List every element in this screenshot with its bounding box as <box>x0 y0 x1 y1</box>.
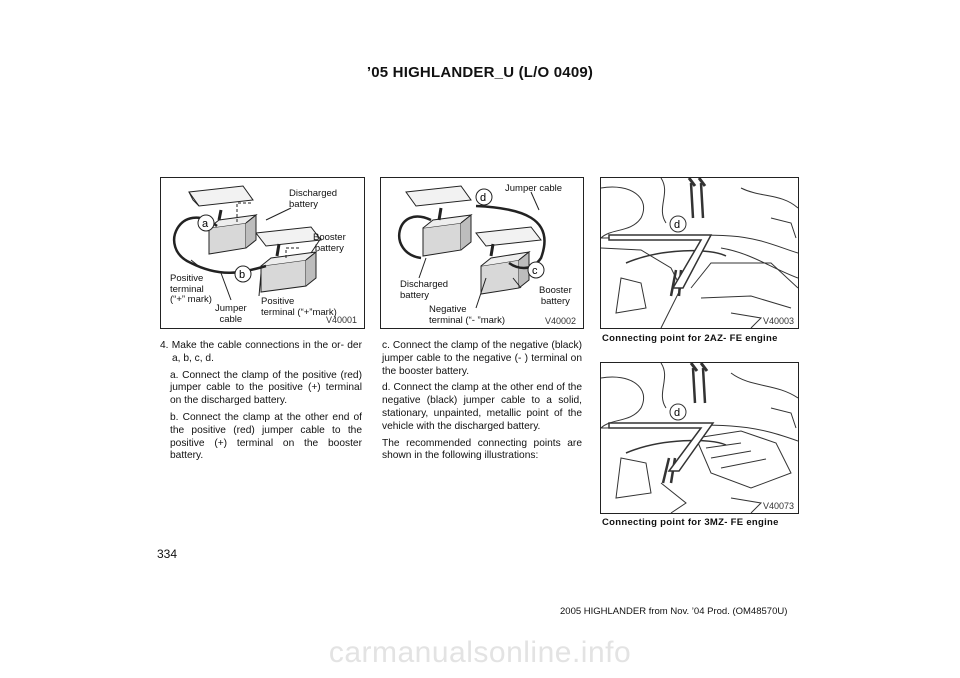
marker-d: d <box>480 192 487 204</box>
marker-a: a <box>202 218 209 230</box>
watermark: carmanualsonline.info <box>328 636 632 669</box>
label-jumper-cable: Jumper cable <box>505 183 563 194</box>
figure-code: V40002 <box>545 316 577 326</box>
figure-connecting-point-2az <box>600 177 799 329</box>
marker-b: b <box>239 269 246 281</box>
step-b: b. Connect the clamp at the other end of the positive (red) jumper cable to the positive (+) terminal on the booster battery. <box>170 411 362 462</box>
caption-3mz: Connecting point for 3MZ- FE engine <box>602 517 779 528</box>
marker-d: d <box>674 219 681 231</box>
marker-c: c <box>532 265 538 277</box>
label-jumper-cable: Jumper cable <box>215 303 247 325</box>
figure-jumper-connection-negative <box>380 177 584 329</box>
marker-d: d <box>674 407 681 419</box>
label-booster-battery: Booster battery <box>539 285 572 307</box>
instructions-column-2 <box>382 340 582 467</box>
step-a: a. Connect the clamp of the positive (red) jumper cable to the positive (+) terminal on the discharged battery. <box>170 369 362 407</box>
label-positive-terminal-left: Positive terminal (“+” mark) <box>170 273 212 305</box>
figure-connecting-point-3mz <box>600 362 799 514</box>
label-discharged-battery: Discharged battery <box>400 279 449 301</box>
label-positive-terminal-right: Positive terminal (“+”mark) <box>261 296 337 318</box>
caption-2az: Connecting point for 2AZ- FE engine <box>602 333 778 344</box>
figure-code: V40003 <box>763 316 795 326</box>
engine-illustration-3mz <box>601 363 798 513</box>
label-booster-battery: Booster battery <box>313 232 346 254</box>
step-4: 4. Make the cable connections in the or- der a, b, c, d. <box>160 340 362 364</box>
page-header: ’05 HIGHLANDER_U (L/O 0409) <box>366 64 594 81</box>
step-d: d. Connect the clamp at the other end of the negative (black) jumper cable to a solid, stationary, unpainted, metallic point of the vehicle with the discharged battery. <box>382 382 582 432</box>
figure-code: V40001 <box>326 315 358 325</box>
label-discharged-battery: Discharged battery <box>289 188 338 210</box>
page-number: 334 <box>157 547 178 561</box>
step-c: c. Connect the clamp of the negative (black) jumper cable to the negative (- ) terminal on the booster battery. <box>382 340 582 377</box>
figure-code: V40073 <box>763 501 795 511</box>
instructions-column-1 <box>160 340 362 467</box>
label-negative-terminal: Negative terminal (“- ”mark) <box>429 304 505 326</box>
engine-illustration-2az <box>601 178 798 328</box>
recommended-note: The recommended connecting points are shown in the following illustrations: <box>382 437 582 462</box>
figure-jumper-connection-positive <box>160 177 365 329</box>
page-footer: 2005 HIGHLANDER from Nov. ’04 Prod. (OM48570U) <box>560 606 788 617</box>
